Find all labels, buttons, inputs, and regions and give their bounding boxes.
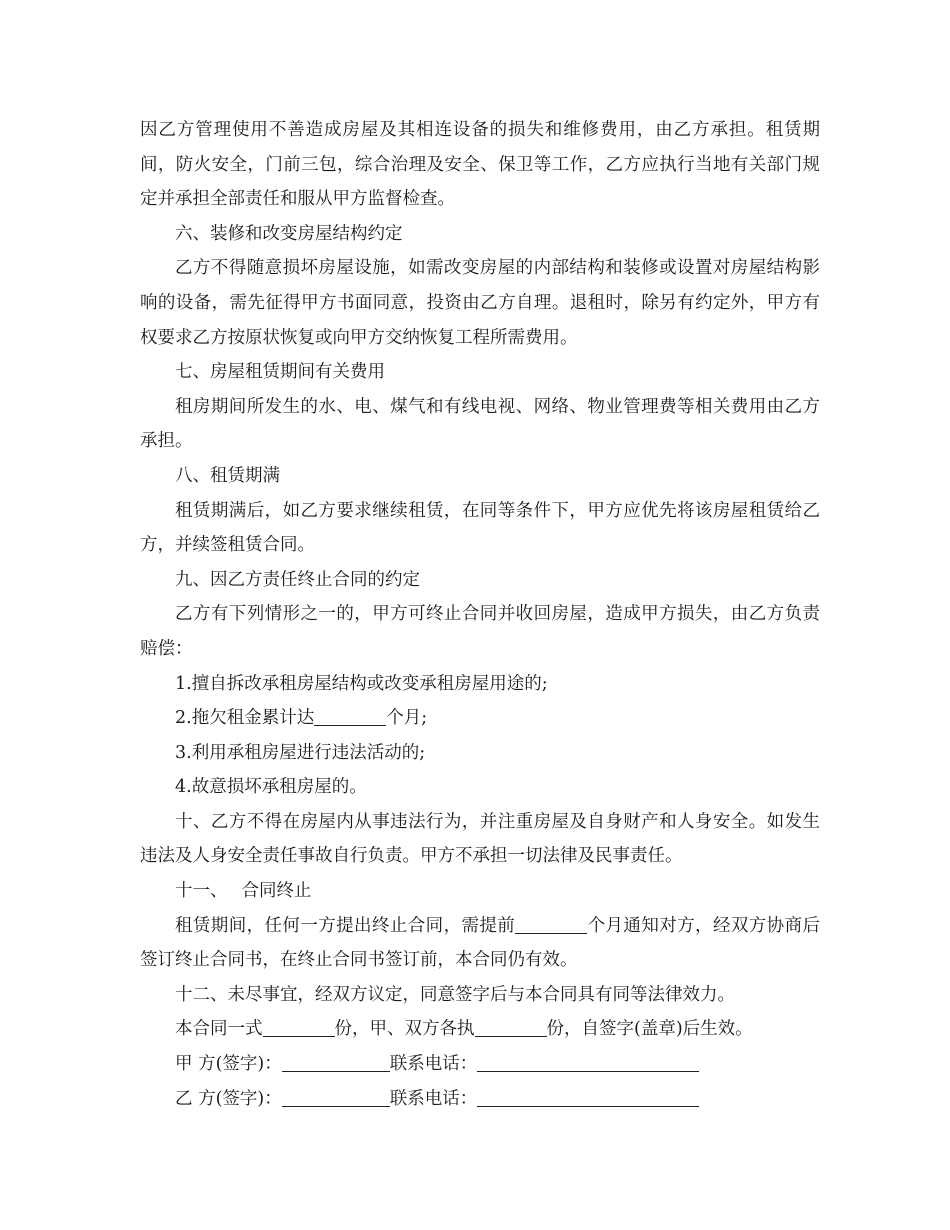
- contract-body: [140, 113, 820, 1116]
- party-b-phone-blank: [477, 1086, 699, 1107]
- section-heading-6: 六、装修和改变房屋结构约定: [175, 223, 403, 244]
- total-copies-blank: [263, 1016, 335, 1037]
- list-item-2-suffix: 个月;: [386, 708, 428, 729]
- paragraph-11: [140, 909, 820, 978]
- paragraph-11-suffix: 个月通知对方，经双方协商后签订终止合同书，在终止合同书签订前，本合同仍有效。: [140, 915, 820, 971]
- section-heading-11-title: 合同终止: [241, 881, 312, 902]
- section-heading-9: 九、因乙方责任终止合同的约定: [175, 569, 420, 590]
- section-heading-7: 七、房屋租赁期间有关费用: [175, 362, 385, 383]
- list-item-3: 3.利用承租房屋进行违法活动的;: [175, 742, 426, 763]
- party-a-signature-line: [140, 1047, 820, 1082]
- section-heading-8: 八、租赁期满: [175, 465, 280, 486]
- party-a-phone-blank: [477, 1051, 699, 1072]
- paragraph-6: 乙方不得随意损坏房屋设施，如需改变房屋的内部结构和装修或设置对房屋结构影响的设备，需先征得甲方书面同意，投资由乙方自理。退租时，除另有约定外，甲方有权要求乙方按原状恢复或向甲方交纳恢复工程所需费用。: [140, 258, 820, 348]
- copies-clause: [140, 1012, 820, 1047]
- paragraph-9: 乙方有下列情形之一的，甲方可终止合同并收回房屋，造成甲方损失，由乙方负责赔偿：: [140, 604, 820, 659]
- party-b-signature-line: [140, 1082, 820, 1117]
- copies-part-1: 本合同一式: [175, 1019, 263, 1040]
- notice-months-blank: [515, 913, 587, 934]
- paragraph-8: 租赁期满后，如乙方要求继续租赁，在同等条件下，甲方应优先将该房屋租赁给乙方，并续签租赁合同。: [140, 500, 820, 556]
- section-heading-11: [140, 874, 820, 909]
- party-b-signature-blank: [282, 1086, 390, 1107]
- party-b-label: 乙 方(签字)：: [175, 1088, 282, 1109]
- paragraph-11-prefix: 租赁期间，任何一方提出终止合同，需提前: [175, 915, 516, 936]
- party-a-signature-blank: [282, 1051, 390, 1072]
- months-arrears-blank: [314, 705, 386, 726]
- copies-each-blank: [475, 1016, 547, 1037]
- list-item-2: [140, 701, 820, 736]
- party-b-phone-label: 联系电话：: [389, 1088, 478, 1109]
- paragraph-fire-safety: 因乙方管理使用不善造成房屋及其相连设备的损失和维修费用，由乙方承担。租赁期间，防火安全，门前三包，综合治理及安全、保卫等工作，乙方应执行当地有关部门规定并承担全部责任和服从甲方监督检查。: [140, 120, 820, 210]
- party-a-phone-label: 联系电话：: [389, 1054, 478, 1075]
- copies-part-2: 份，甲、双方各执: [334, 1019, 475, 1040]
- section-heading-11-number: 十一、: [175, 881, 228, 902]
- list-item-4: 4.故意损坏承租房屋的。: [175, 777, 367, 798]
- copies-part-3: 份，自签字(盖章)后生效。: [546, 1019, 753, 1040]
- paragraph-7: 租房期间所发生的水、电、煤气和有线电视、网络、物业管理费等相关费用由乙方承担。: [140, 396, 820, 452]
- list-item-2-prefix: 2.拖欠租金累计达: [175, 708, 315, 729]
- paragraph-12: 十二、未尽事宜，经双方议定，同意签字后与本合同具有同等法律效力。: [175, 984, 735, 1005]
- list-item-1: 1.擅自拆改承租房屋结构或改变承租房屋用途的;: [175, 673, 548, 694]
- party-a-label: 甲 方(签字)：: [175, 1054, 282, 1075]
- paragraph-10: 十、乙方不得在房屋内从事违法行为，并注重房屋及自身财产和人身安全。如发生违法及人身安全责任事故自行负责。甲方不承担一切法律及民事责任。: [140, 811, 820, 867]
